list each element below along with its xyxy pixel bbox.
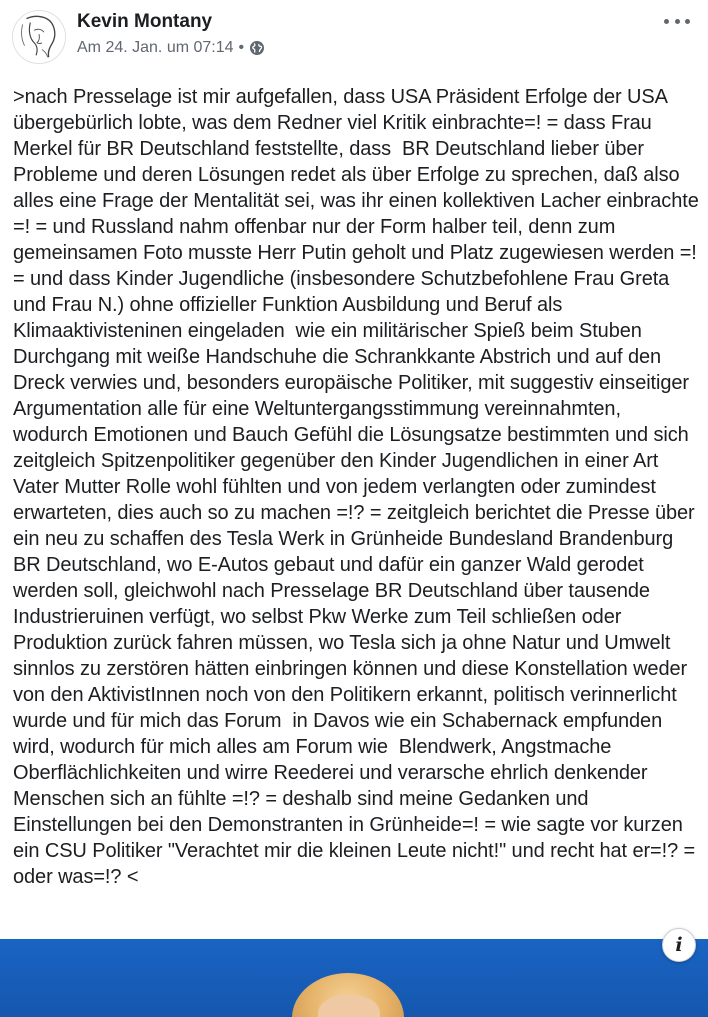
globe-icon[interactable] — [249, 40, 265, 56]
author-name[interactable]: Kevin Montany — [77, 11, 213, 32]
post-header — [0, 0, 708, 80]
post-meta — [77, 38, 265, 58]
post-photo[interactable] — [0, 939, 708, 1017]
post-text: >nach Presselage ist mir aufgefallen, dass USA Präsident Erfolge der USA übergebürlich lobte, was dem Redner viel Kritik einbrachte=! = dass Frau Merkel für BR Deutschland feststellte, dass BR Deutschland lieber über Probleme und deren Lösungen redet als über Erfolge zu sprechen, daß also alles eine Frage der Mentalität sei, was ihr einen kollektiven Lacher einbrachte =! = und Russland nahm offenbar nur der Form halber teil, denn zum gemeinsamen Foto musste Herr Putin geholt und Platz zugewiesen werden =! = und dass Kinder Jugendliche (insbesondere Schutzbefohlene Frau Greta und Frau N.) ohne offizieller Funktion Ausbildung und Beruf als Klimaaktivisteninen eingeladen wie ein militärischer Spieß beim Stuben Durchgang mit weiße Handschuhe die Schrankkante Abstrich und auf den Dreck verwies und, besonders europäische Politiker, mit suggestiv einseitiger Argumentation alle für eine Weltuntergangsstimmung vereinnahmten, wodurch Emotionen und Bauch Gefühl die Lösungsatze bestimmten und sich zeitgleich Spitzenpolitiker gegenüber den Kinder Jugendlichen in einer Art Vater Mutter Rolle wohl fühlten und von jedem verlangten oder zumindest erwarteten, dies auch so zu machen =!? = zeitgleich berichtet die Presse über ein neu zu schaffen des Tesla Werk in Grünheide Bundesland Brandenburg BR Deutschland, wo E-Autos gebaut und dafür ein ganzer Wald gerodet werden soll, gleichwohl nach Presselage BR Deutschland über tausende Industrieruinen verfügt, wo selbst Pkw Werke zum Teil schließen oder Produktion zurück fahren müssen, wo Tesla sich ja ohne Natur und Umwelt sinnlos zu zerstören hätten einbringen können und diese Konstellation weder von den AktivistInnen noch von den Politikern erkannt, politisch verinnerlicht wurde und für mich das Forum in Davos wie ein Schabernack empfunden wird, wodurch für mich alles am Forum wie Blendwerk, Angstmache Oberflächlichkeiten und wirre Reederei und verarsche ehrlich denkender Menschen sich an fühlte =!? = deshalb sind meine Gedanken und Einstellungen bei den Demonstranten in Grünheide=! = wie sagte vor kurzen ein CSU Politiker "Verachtet mir die kleinen Leute nicht!" und recht hat er=!? = oder was=!? < — [13, 86, 705, 888]
avatar[interactable] — [12, 10, 66, 64]
dot — [664, 19, 669, 24]
dot — [685, 19, 690, 24]
info-icon[interactable]: i — [662, 928, 696, 962]
meta-separator: • — [238, 39, 245, 56]
dot — [675, 19, 680, 24]
post-timestamp[interactable]: Am 24. Jan. um 07:14 — [77, 39, 234, 56]
avatar-sketch-icon — [13, 11, 65, 63]
more-options-icon[interactable] — [664, 12, 690, 30]
